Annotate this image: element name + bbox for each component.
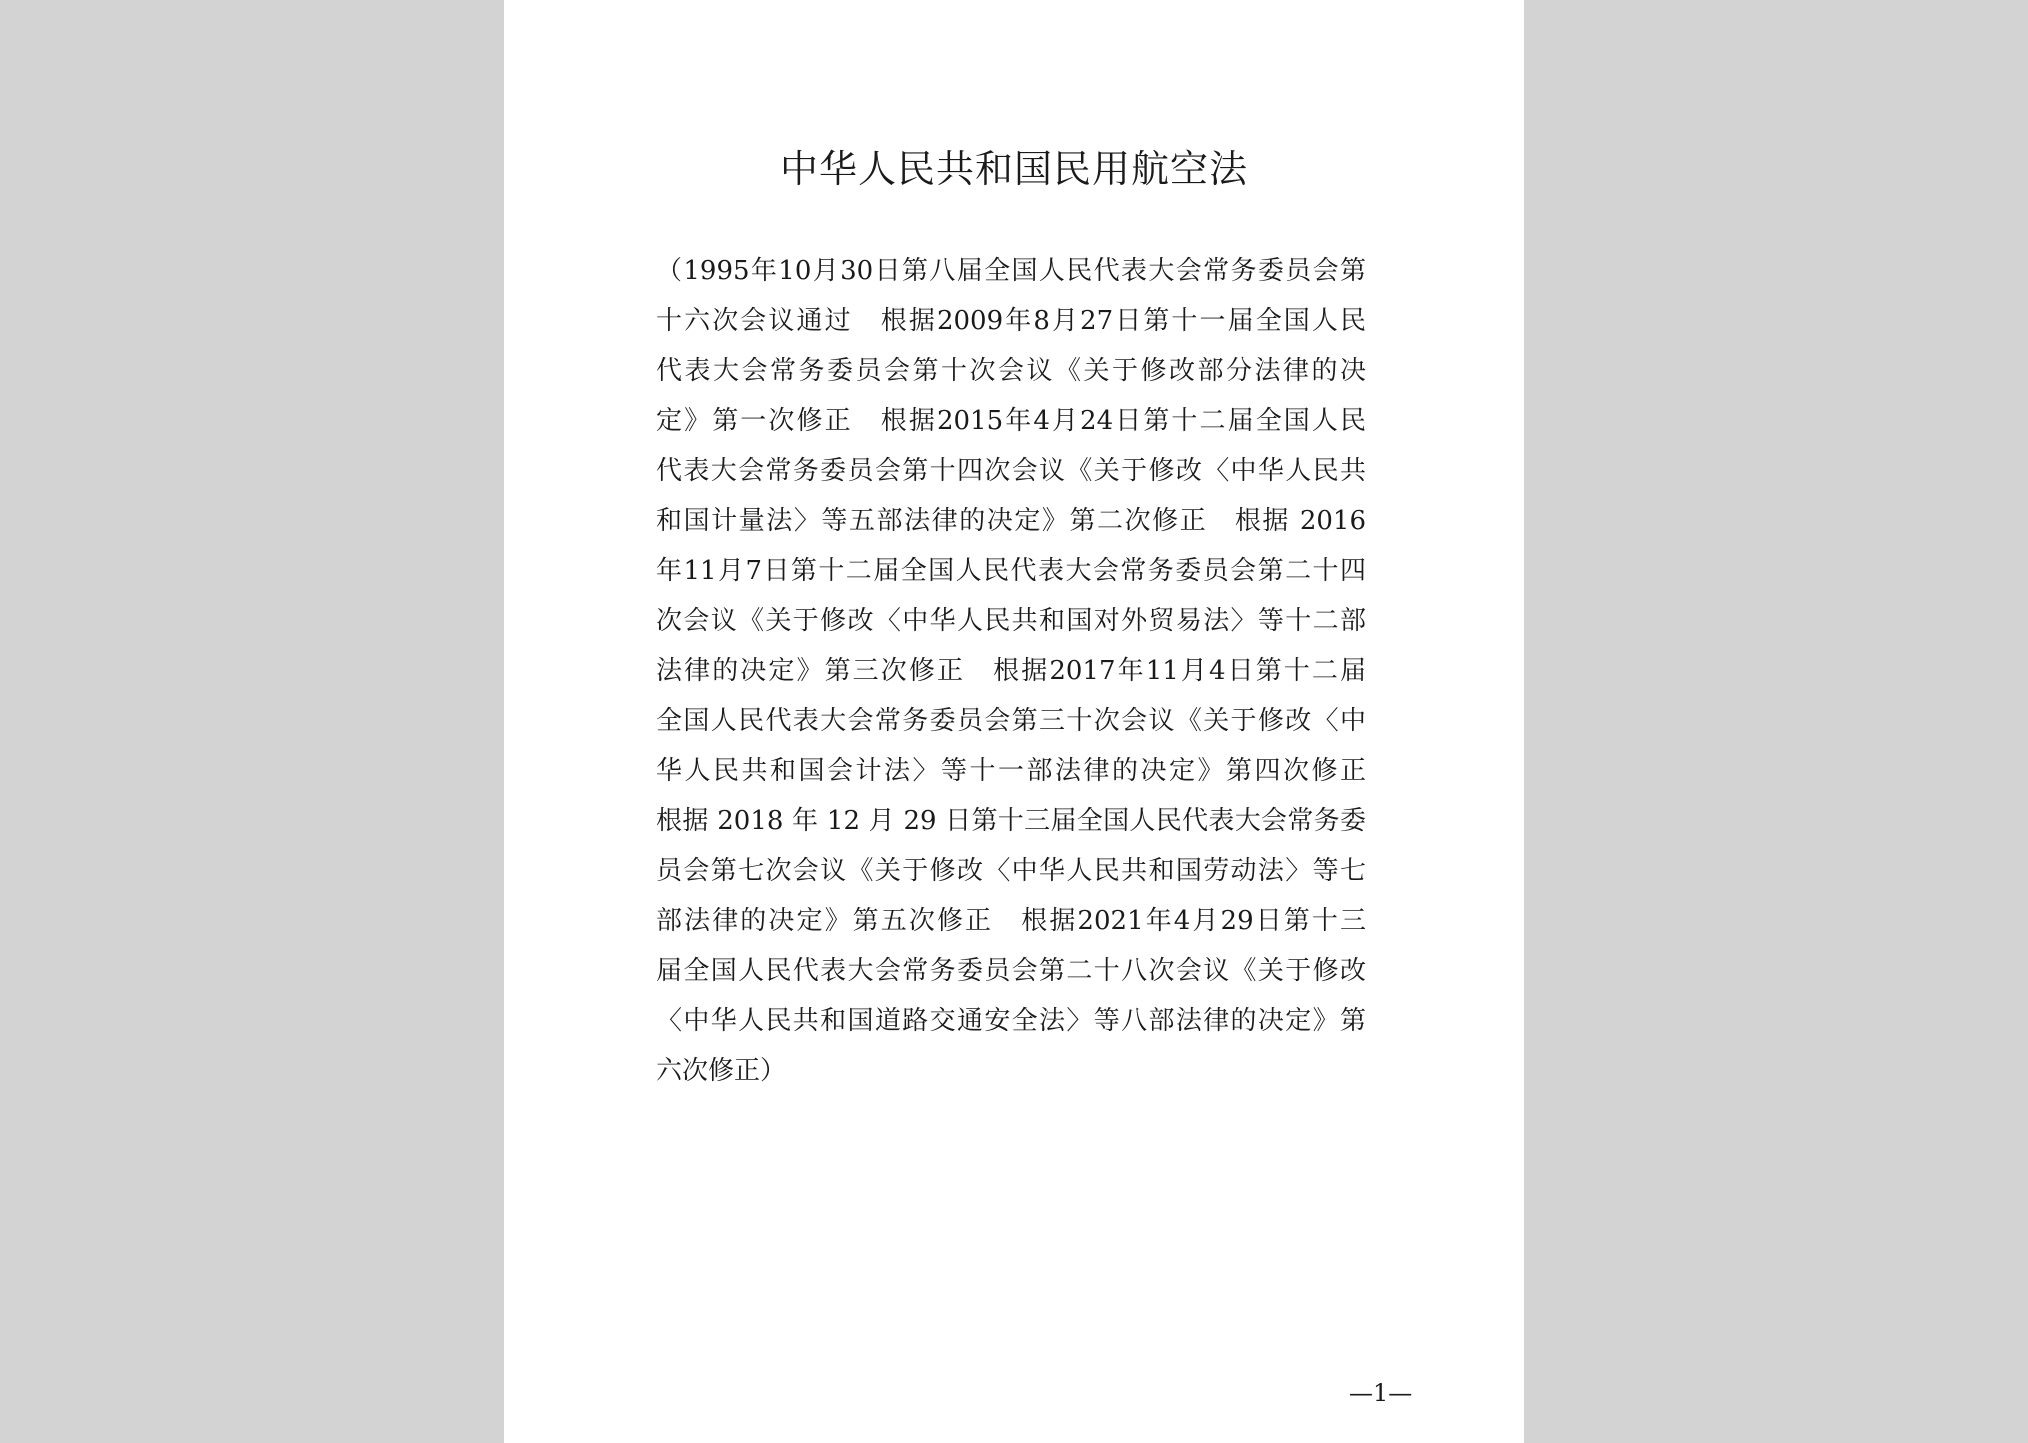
preamble-line: 部法律的决定》第五次修正 根据2021年4月29日第十三 [656,906,1366,936]
preamble-line: 代表大会常务委员会第十次会议《关于修改部分法律的决 [656,356,1366,386]
preamble-line: 年11月7日第十二届全国人民代表大会常务委员会第二十四 [656,556,1366,586]
preamble-line: 定》第一次修正 根据2015年4月24日第十二届全国人民 [656,406,1366,436]
preamble-text [656,246,1366,1096]
preamble-line: 法律的决定》第三次修正 根据2017年11月4日第十二届 [656,656,1366,686]
preamble-line: 次会议《关于修改〈中华人民共和国对外贸易法〉等十二部 [656,606,1366,636]
preamble-line: 〈中华人民共和国道路交通安全法〉等八部法律的决定》第 [656,1006,1366,1036]
preamble-line: （1995年10月30日第八届全国人民代表大会常务委员会第 [656,256,1366,286]
document-title: 中华人民共和国民用航空法 [779,147,1248,191]
preamble-line: 根据 2018 年 12 月 29 日第十三届全国人民代表大会常务委 [656,806,1366,836]
page-number: —1— [1349,1379,1413,1407]
preamble-line: 届全国人民代表大会常务委员会第二十八次会议《关于修改 [656,956,1366,986]
preamble-line: 员会第七次会议《关于修改〈中华人民共和国劳动法〉等七 [656,856,1366,886]
document-page [504,0,1524,1443]
preamble-line: 六次修正） [656,1056,787,1086]
preamble-line: 和国计量法〉等五部法律的决定》第二次修正 根据 2016 [656,506,1366,536]
preamble-line: 代表大会常务委员会第十四次会议《关于修改〈中华人民共 [656,456,1366,486]
preamble-line: 十六次会议通过 根据2009年8月27日第十一届全国人民 [656,306,1366,336]
preamble-line: 全国人民代表大会常务委员会第三十次会议《关于修改〈中 [656,706,1366,736]
preamble-line: 华人民共和国会计法〉等十一部法律的决定》第四次修正 [656,756,1366,786]
